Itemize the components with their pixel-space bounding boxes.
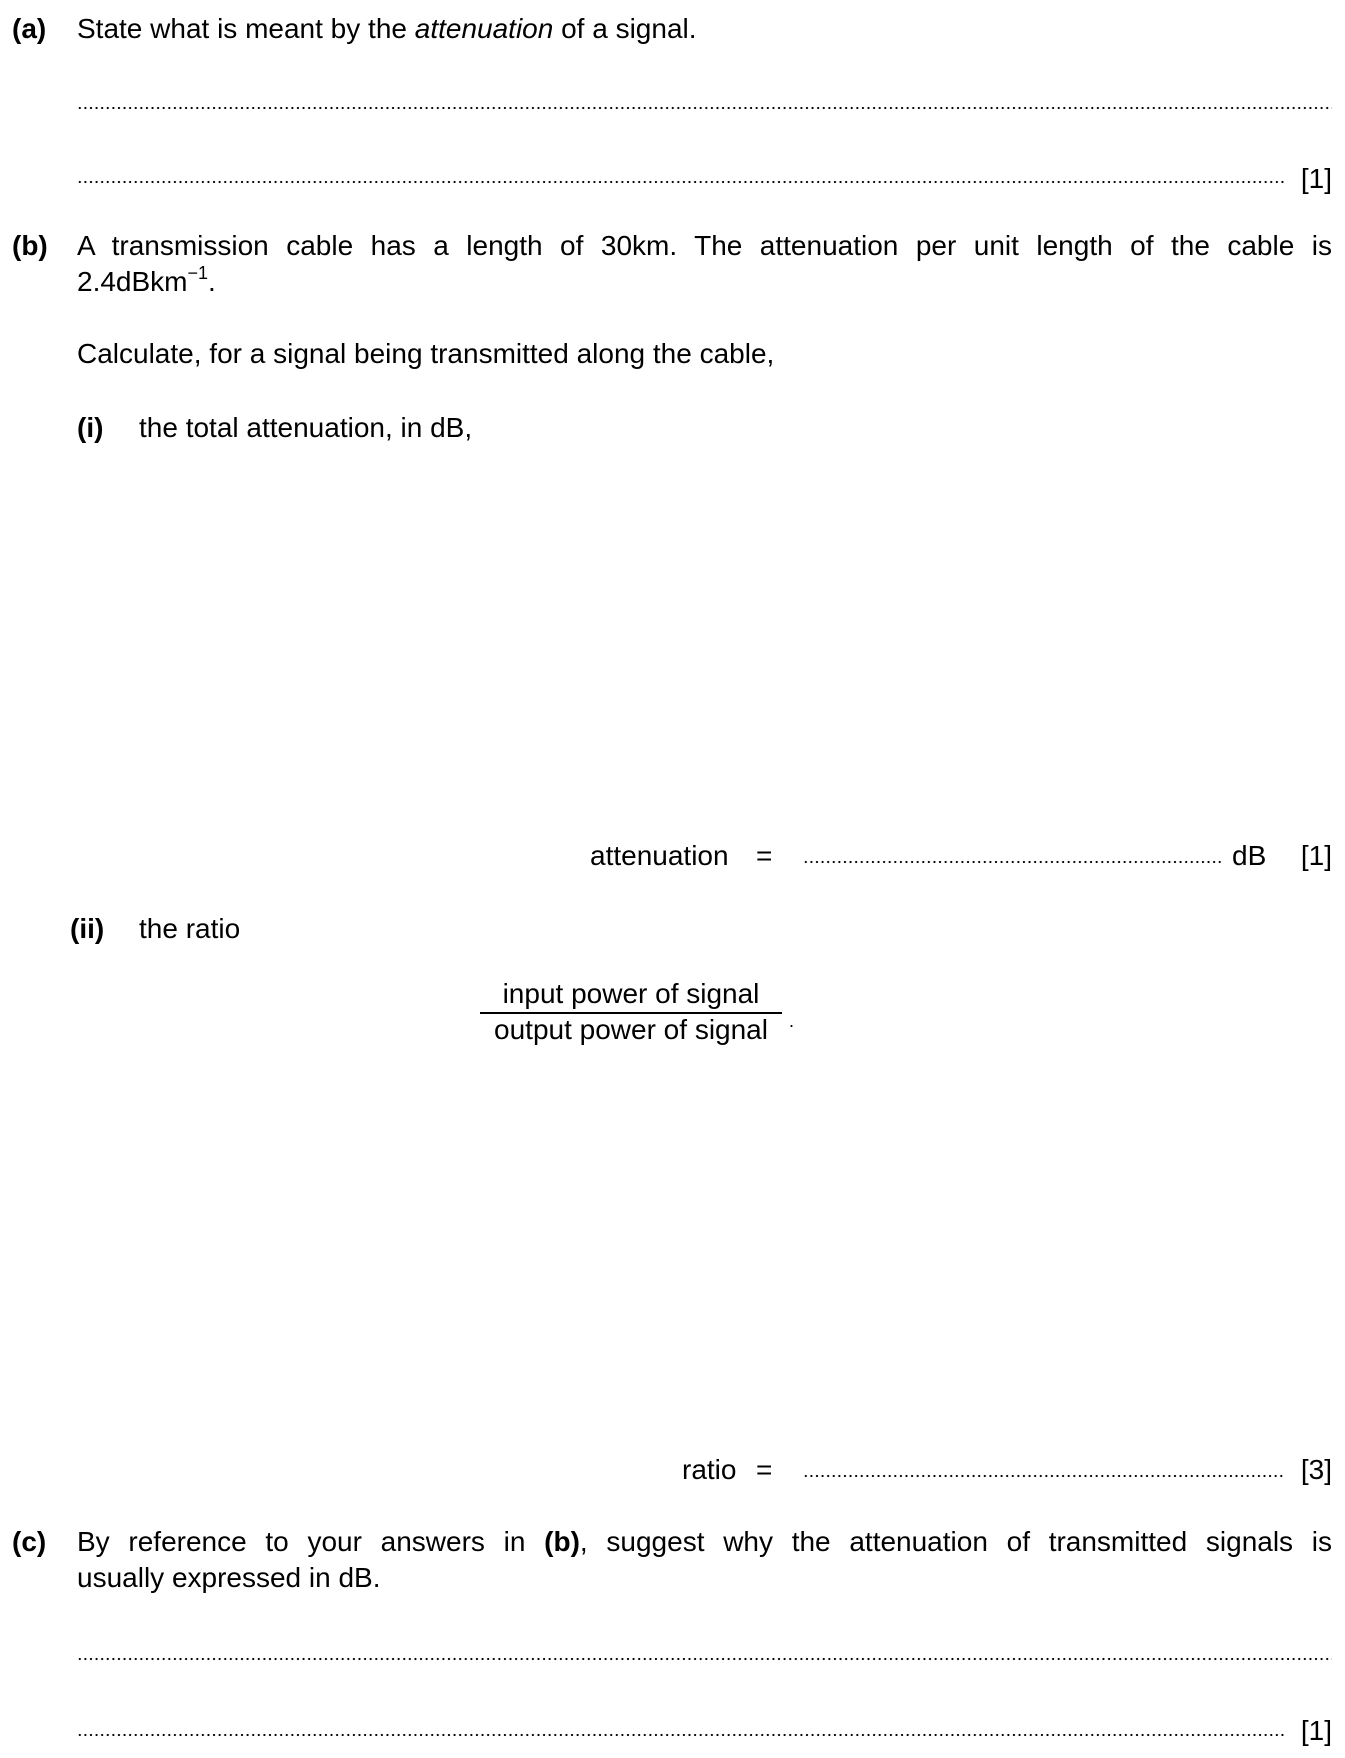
- sub-ii-text: the ratio: [139, 913, 241, 944]
- part-b-exponent: −1: [187, 262, 209, 283]
- part-b-label: (b): [12, 230, 48, 261]
- part-a-question: [77, 12, 697, 46]
- part-b-period: .: [208, 266, 216, 297]
- part-c-line1-bold: (b): [544, 1526, 580, 1557]
- part-b-calc-intro: Calculate, for a signal being transmitted along the cable,: [77, 338, 775, 369]
- answer-line[interactable]: [77, 106, 1332, 110]
- part-b-line1: A transmission cable has a length of 30km. The attenuation per unit length of the cable is: [77, 230, 1332, 261]
- part-a-marks: [1]: [1300, 163, 1332, 194]
- ratio-answer-line[interactable]: [803, 1474, 1283, 1478]
- answer-line[interactable]: [77, 1657, 1332, 1661]
- answer-line[interactable]: [77, 1733, 1284, 1737]
- sub-i-marks: [1]: [1300, 840, 1332, 871]
- attenuation-equals: =: [756, 840, 773, 871]
- attenuation-unit: dB: [1232, 840, 1267, 871]
- part-b-value: 2.4dBkm: [77, 266, 188, 297]
- attenuation-label: attenuation: [590, 840, 729, 871]
- attenuation-answer-line[interactable]: [803, 860, 1223, 864]
- part-c-line1: [77, 1525, 1332, 1559]
- part-a-question-italic: attenuation: [414, 13, 554, 44]
- part-c-line2: usually expressed in dB.: [77, 1562, 381, 1593]
- sub-ii-marks: [3]: [1300, 1454, 1332, 1485]
- sub-ii-label: (ii): [70, 913, 105, 944]
- ratio-label: ratio: [682, 1454, 737, 1485]
- part-c-line1-pre: By reference to your answers in: [77, 1526, 545, 1557]
- fraction-trailing-dot: .: [789, 1011, 795, 1031]
- part-b-line2: [77, 262, 216, 299]
- answer-line[interactable]: [77, 180, 1284, 184]
- sub-i-text: the total attenuation, in dB,: [139, 412, 473, 443]
- part-c-label: (c): [12, 1526, 47, 1557]
- fraction-denominator: output power of signal: [494, 1014, 768, 1045]
- part-c-line1-post: , suggest why the attenuation of transmitted signals is: [579, 1526, 1332, 1557]
- part-c-marks: [1]: [1300, 1715, 1332, 1746]
- part-a-question-post: of a signal.: [553, 13, 697, 44]
- fraction-numerator: input power of signal: [502, 978, 760, 1009]
- part-a-label: (a): [12, 13, 47, 44]
- part-a-question-pre: State what is meant by the: [77, 13, 415, 44]
- sub-i-label: (i): [77, 412, 104, 443]
- ratio-equals: =: [756, 1454, 773, 1485]
